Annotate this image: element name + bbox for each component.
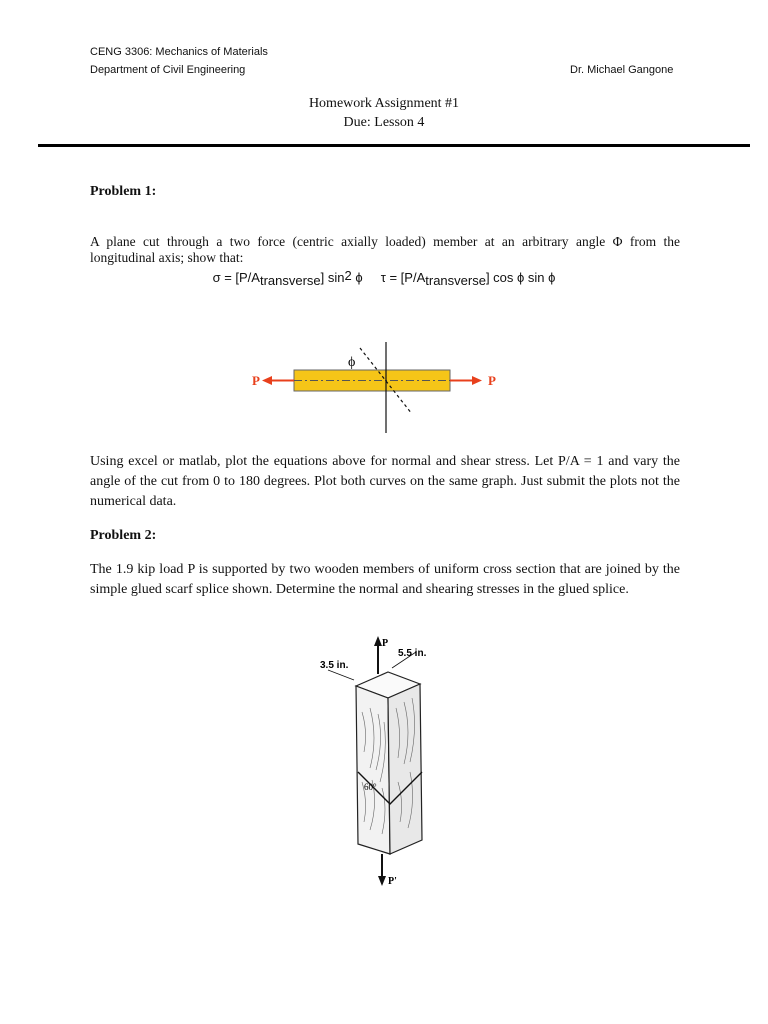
angle-label: ϕ — [348, 355, 356, 370]
title-rule — [38, 144, 750, 147]
problem1-intro: A plane cut through a two force (centric axially loaded) member at an arbitrary angle Φ from the longitudinal axis; show that: — [90, 234, 680, 265]
problem2-heading: Problem 2: — [90, 528, 157, 543]
right-dimension-label: 5.5 in. — [398, 648, 427, 659]
problem1-instructions: Using excel or matlab, plot the equations above for normal and shear stress. Let P/A = 1 and vary the angle of the cut from 0 to 180 degrees. Plot both curves on the same graph. Just submit the plots not the numerical data. — [90, 454, 680, 509]
top-arrowhead — [374, 636, 382, 646]
left-dimension-label: 3.5 in. — [320, 660, 349, 671]
scarf-splice-figure — [298, 622, 472, 898]
bottom-arrowhead — [378, 876, 386, 886]
left-load-label: P — [252, 373, 260, 388]
splice-angle-label: 60° — [364, 782, 377, 792]
top-load-label: P — [382, 638, 389, 649]
stress-formula: $\sigma = [P/A_{transverse}]$ $\sin^2 \phi$ $\tau = [P/A_{transverse}]$ cos ϕ sin ϕ — [212, 268, 556, 288]
assignment-title: Homework Assignment #1 — [308, 96, 460, 111]
problem1-heading: Problem 1: — [90, 184, 157, 199]
left-dimension-line — [328, 670, 354, 680]
due-date: Due: Lesson 4 — [343, 115, 425, 130]
department-name: Department of Civil Engineering — [90, 64, 246, 76]
course-title: CENG 3306: Mechanics of Materials — [90, 46, 268, 58]
block-front-face — [356, 686, 390, 854]
block-side-face — [388, 684, 422, 854]
bottom-load-label: P' — [388, 876, 397, 887]
instructor-name: Dr. Michael Gangone — [570, 64, 674, 76]
left-arrowhead — [262, 376, 272, 385]
right-load-label: P — [488, 373, 496, 388]
problem2-text: The 1.9 kip load P is supported by two wooden members of uniform cross section that are joined by the simple glued scarf splice shown. Determine the normal and shearing stresses in the glued splice. — [90, 562, 680, 597]
axial-member-figure — [240, 340, 520, 440]
right-arrowhead — [472, 376, 482, 385]
